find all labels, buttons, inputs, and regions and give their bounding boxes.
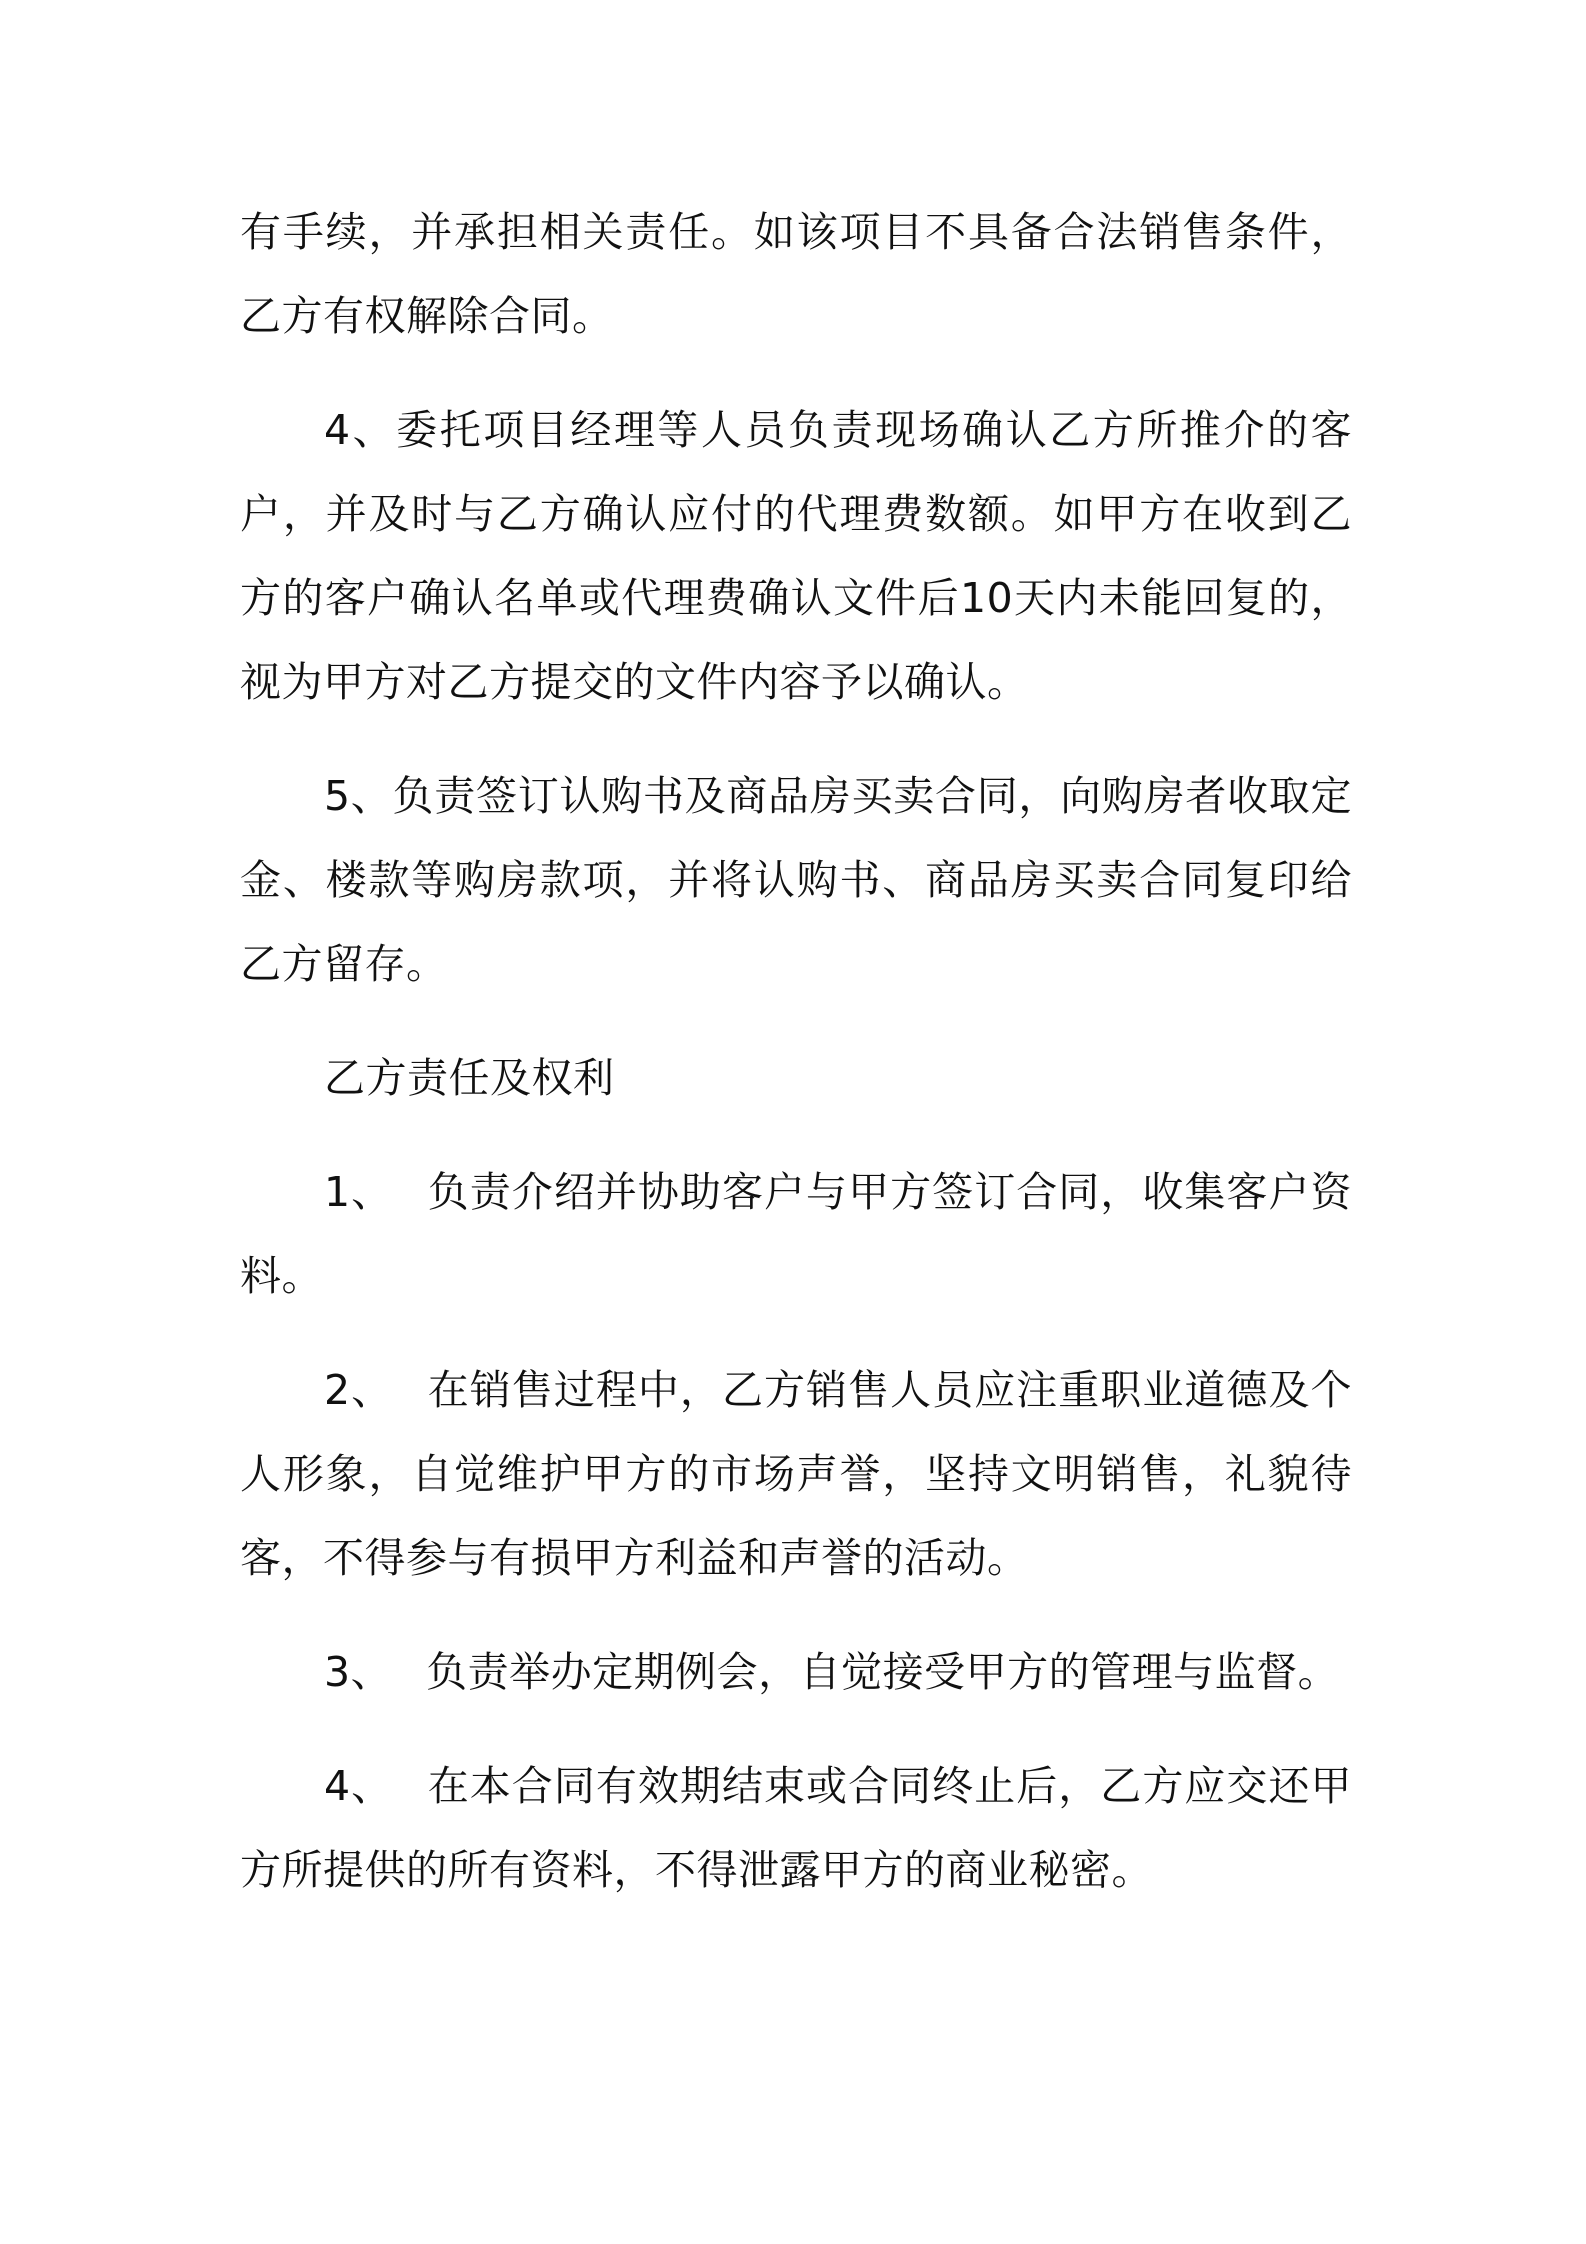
- document-body: [240, 190, 1352, 1942]
- item-number: 3、: [324, 1648, 393, 1696]
- paragraph-party-b-item-3: [240, 1630, 1352, 1714]
- section-heading-party-b: 乙方责任及权利: [324, 1054, 615, 1102]
- item-text: 在销售过程中，乙方销售人员应注重职业道德及个人形象，自觉维护甲方的市场声誉，坚持文明销售，礼貌待客，不得参与有损甲方利益和声誉的活动。: [240, 1366, 1353, 1582]
- item-text: 负责介绍并协助客户与甲方签订合同，收集客户资料。: [240, 1168, 1353, 1300]
- item-number: 4、: [324, 1762, 394, 1810]
- item-number: 2、: [324, 1366, 394, 1414]
- paragraph-party-a-item-4: 4、委托项目经理等人员负责现场确认乙方所推介的客户，并及时与乙方确认应付的代理费数额。如甲方在收到乙方的客户确认名单或代理费确认文件后10天内未能回复的，视为甲方对乙方提交的文件内容予以确认。: [240, 406, 1352, 706]
- paragraph-party-b-item-2: [240, 1348, 1352, 1600]
- item-number: 1、: [324, 1168, 394, 1216]
- item-text: 在本合同有效期结束或合同终止后，乙方应交还甲方所提供的所有资料，不得泄露甲方的商业秘密。: [240, 1762, 1353, 1894]
- item-text: 负责举办定期例会，自觉接受甲方的管理与监督。: [426, 1648, 1340, 1696]
- paragraph-party-b-item-1: [240, 1150, 1352, 1318]
- paragraph-party-a-item-5: 5、负责签订认购书及商品房买卖合同，向购房者收取定金、楼款等购房款项，并将认购书、商品房买卖合同复印给乙方留存。: [240, 772, 1352, 988]
- paragraph-continuation: 有手续，并承担相关责任。如该项目不具备合法销售条件，乙方有权解除合同。: [240, 208, 1352, 340]
- paragraph-party-b-item-4: [240, 1744, 1352, 1912]
